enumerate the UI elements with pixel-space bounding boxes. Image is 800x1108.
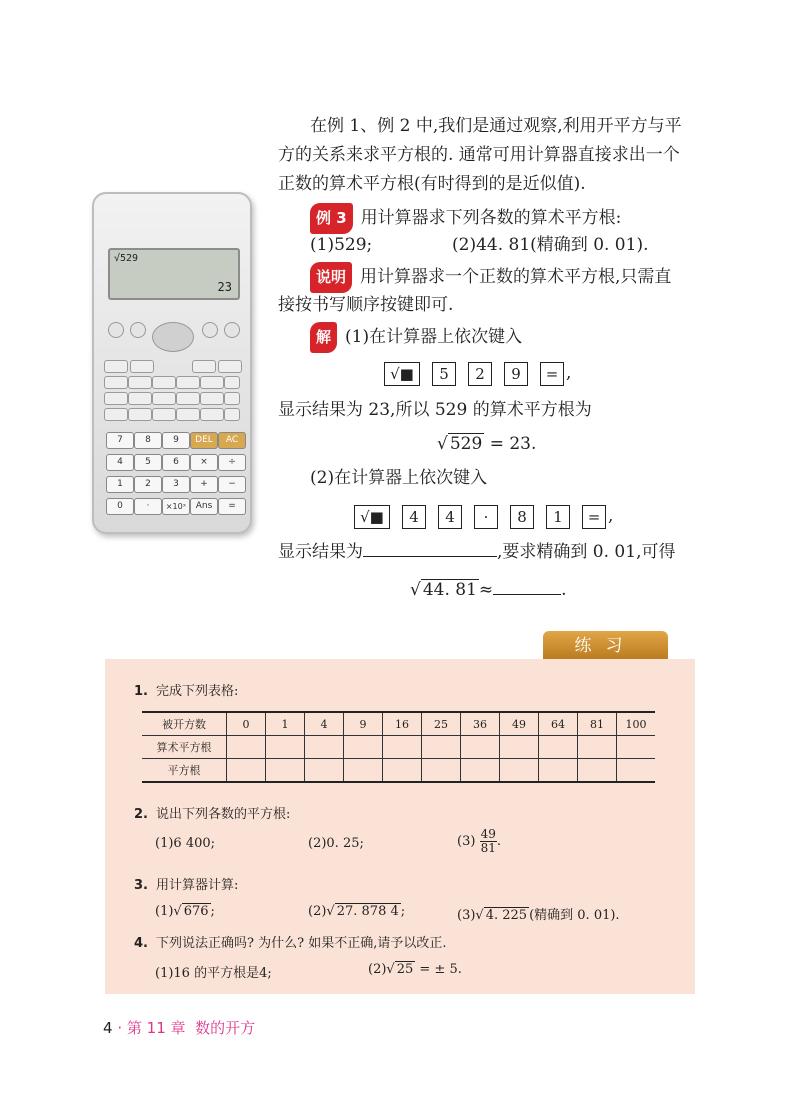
numerator: 49 [480,827,496,841]
key-equals: = [582,505,606,529]
key-equals: = [540,362,564,386]
table-cell: 100 [617,712,656,736]
table-row [142,736,655,759]
sqrt-icon: √ [410,580,421,600]
q3-part-a [155,904,215,919]
chapter-label: 第 11 章 [126,1019,186,1037]
chapter-title: 数的开方 [195,1019,256,1037]
calc-key: 1 [106,476,134,493]
key-5: 5 [432,362,456,386]
step-1-text: (1)在计算器上依次键入 [345,327,523,347]
key-9: 9 [504,362,528,386]
question-3 [134,874,238,893]
q3-part-c [457,904,620,923]
fraction [480,828,497,855]
note [310,262,671,293]
table-cell: 81 [578,712,617,736]
note-badge: 说明 [310,262,352,293]
exercise-tab: 练习 [543,631,668,661]
table-row [142,712,655,736]
sqrt-icon: √ [326,904,335,919]
approx-blank[interactable] [493,594,561,595]
formula-2-end: . [561,580,567,600]
table-cell[interactable] [383,736,422,759]
calc-key-ac: AC [218,432,246,449]
calculator-image [92,192,252,534]
question-text: 用计算器计算: [155,878,239,893]
table-cell: 16 [383,712,422,736]
formula-1-radicand: 529 [449,434,483,454]
calc-key: · [134,498,162,515]
calc-key: = [218,498,246,515]
calc-key: Ans [190,498,218,515]
note-line-1: 用计算器求一个正数的算术平方根,只需直 [360,267,672,287]
page-footer [103,1017,255,1038]
formula-1 [437,430,536,459]
table-cell[interactable] [461,759,500,783]
calc-key: + [190,476,218,493]
table-cell[interactable] [578,759,617,783]
calc-key: 6 [162,454,190,471]
q4-b-radicand: 25 [396,962,414,977]
question-1 [134,680,238,699]
calc-key: ÷ [218,454,246,471]
q2-c-end: . [496,834,501,849]
q4-part-a: (1)16 的平方根是4; [155,966,272,981]
table-cell[interactable] [383,759,422,783]
table-cell[interactable] [266,736,305,759]
screen-input: √529 [114,253,139,264]
table-cell[interactable] [344,736,383,759]
intro-line-3: 正数的算术平方根(有时得到的是近似值). [278,174,586,194]
example-text: 用计算器求下列各数的算术平方根: [360,208,622,228]
table-cell[interactable] [266,759,305,783]
mode-key [202,322,218,338]
q4-b-label: (2) [368,962,387,977]
table-cell[interactable] [578,736,617,759]
table-cell[interactable] [305,736,344,759]
q3-part-b [308,904,405,919]
table-cell[interactable] [539,759,578,783]
table-cell[interactable] [617,759,656,783]
table-cell[interactable] [617,736,656,759]
question-text: 完成下列表格: [155,684,239,699]
q2-part-b: (2)0. 25; [308,836,364,851]
calculator-screen [108,248,240,300]
q3-a-radicand: 676 [183,904,209,919]
key-sequence-2 [354,502,613,531]
table-row [142,759,655,783]
table-cell[interactable] [500,736,539,759]
example-part-1: (1)529; [310,235,373,255]
q3-b-end: ; [400,904,406,919]
table-cell[interactable] [422,759,461,783]
note-line-2: 接按书写顺序按键即可. [278,295,454,315]
question-number: 3. [134,878,148,893]
sqrt-table [142,711,655,783]
result-2-b: ,要求精确到 0. 01,可得 [497,542,676,562]
calc-key: ×10ˣ [162,498,190,515]
calc-key-del: DEL [190,432,218,449]
q2-c-label: (3) [457,834,476,849]
key-sequence-end: , [608,506,614,526]
calc-key: 2 [134,476,162,493]
calc-key: 3 [162,476,190,493]
alpha-key [130,322,146,338]
table-cell: 49 [500,712,539,736]
key-sequence-1 [384,359,571,388]
solution-step-1 [310,322,522,353]
calc-key: 5 [134,454,162,471]
table-cell: 25 [422,712,461,736]
calc-key: 4 [106,454,134,471]
question-2 [134,803,290,822]
calc-key: 0 [106,498,134,515]
calc-key: 9 [162,432,190,449]
calc-key: − [218,476,246,493]
table-header-label: 被开方数 [142,712,227,736]
q3-c-radicand: 4. 225 [485,908,528,923]
key-4: 4 [438,505,462,529]
q3-b-radicand: 27. 878 4 [336,904,399,919]
q3-c-label: (3) [457,908,476,923]
answer-blank[interactable] [363,556,497,557]
key-2: 2 [468,362,492,386]
sqrt-icon: √ [386,962,395,977]
key-sqrt: √■ [384,362,420,386]
q3-c-end: (精确到 0. 01). [529,908,620,923]
q3-b-label: (2) [308,904,327,919]
result-2 [278,538,675,567]
calc-key: × [190,454,218,471]
table-cell[interactable] [227,759,266,783]
screen-result: 23 [217,280,232,294]
solution-badge: 解 [310,322,337,353]
table-cell[interactable] [539,736,578,759]
table-cell[interactable] [305,759,344,783]
question-number: 4. [134,936,148,951]
table-cell: 64 [539,712,578,736]
result-2-a: 显示结果为 [278,542,363,562]
table-row-label: 算术平方根 [142,736,227,759]
on-key [224,322,240,338]
denominator: 81 [480,841,496,855]
q4-part-b [368,962,462,977]
intro-line-2: 方的关系来求平方根的. 通常可用计算器直接求出一个 [278,145,680,165]
table-cell[interactable] [344,759,383,783]
example-3 [310,203,621,234]
q4-b-rhs: = ± 5. [415,962,462,977]
table-cell: 1 [266,712,305,736]
q3-a-label: (1) [155,904,174,919]
intro-line-1: 在例 1、例 2 中,我们是通过观察,利用开平方与平 [310,116,682,136]
key-4: 4 [402,505,426,529]
sqrt-icon: √ [475,908,484,923]
sqrt-icon: √ [437,434,448,454]
step-2-text: (2)在计算器上依次键入 [310,468,488,488]
table-cell[interactable] [500,759,539,783]
result-1: 显示结果为 23,所以 529 的算术平方根为 [278,400,592,420]
footer-separator: · [117,1019,123,1037]
table-cell[interactable] [422,736,461,759]
q3-a-end: ; [210,904,215,919]
table-cell: 36 [461,712,500,736]
table-cell: 4 [305,712,344,736]
key-1: 1 [546,505,570,529]
formula-1-rhs: = 23. [484,434,537,454]
example-badge: 例 3 [310,203,353,234]
question-text: 说出下列各数的平方根: [155,807,291,822]
key-dot: · [474,505,498,529]
q2-part-c [457,828,501,855]
table-cell: 9 [344,712,383,736]
table-cell[interactable] [227,736,266,759]
table-cell[interactable] [461,736,500,759]
question-number: 2. [134,807,148,822]
key-sqrt: √■ [354,505,390,529]
page-number: 4 [103,1019,113,1037]
sqrt-icon: √ [173,904,182,919]
key-sequence-end: , [566,363,572,383]
calc-key: 7 [106,432,134,449]
calc-key: 8 [134,432,162,449]
formula-2 [410,576,567,605]
dpad-icon [152,322,194,352]
q2-part-a: (1)6 400; [155,836,216,851]
key-8: 8 [510,505,534,529]
example-part-2: (2)44. 81(精确到 0. 01). [452,235,649,255]
question-text: 下列说法正确吗? 为什么? 如果不正确,请予以改正. [155,936,447,951]
table-cell: 0 [227,712,266,736]
formula-2-radicand: 44. 81 [422,580,477,600]
table-row-label: 平方根 [142,759,227,783]
formula-2-rhs: ≈ [478,580,494,600]
question-4 [134,932,446,951]
shift-key [108,322,124,338]
question-number: 1. [134,684,148,699]
